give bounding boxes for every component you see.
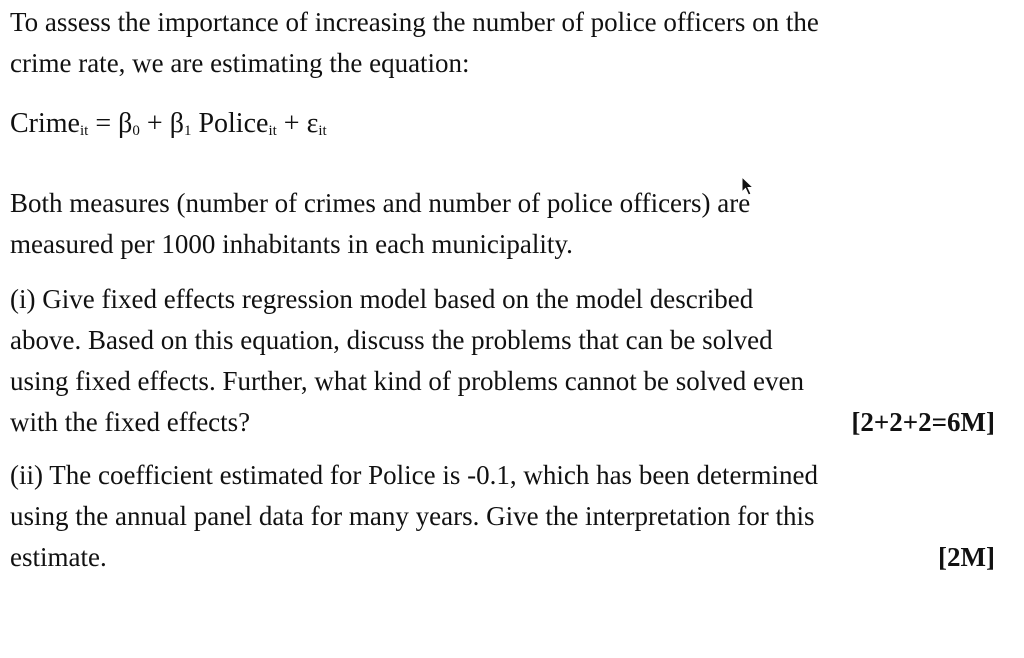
equation-plus-2: + (276, 108, 307, 139)
equation-epsilon: ε (306, 108, 319, 139)
measures-line-1: Both measures (number of crimes and number of police officers) are (10, 188, 751, 218)
intro-line-1: To assess the importance of increasing the number of police officers on the (10, 7, 819, 37)
mouse-pointer-icon (741, 176, 755, 196)
question-1-line-1: (i) Give fixed effects regression model based on the model described (10, 284, 754, 314)
question-2-line-2: using the annual panel data for many years. Give the interpretation for this (10, 501, 815, 531)
question-1 (10, 279, 995, 443)
document-page (10, 0, 995, 578)
equation-equals: = (88, 108, 119, 139)
question-1-line-2: above. Based on this equation, discuss the problems that can be solved (10, 325, 773, 355)
question-1-line-4-row (10, 402, 995, 443)
equation-police-subscript: it (268, 123, 277, 139)
measures-paragraph (10, 183, 995, 265)
question-2-line-3-row (10, 537, 995, 578)
equation-police: Police (191, 108, 269, 139)
equation-plus-1: + (139, 108, 170, 139)
question-2 (10, 455, 995, 578)
question-2-marks: [2M] (938, 542, 995, 572)
intro-paragraph (10, 2, 995, 84)
question-1-line-4: with the fixed effects? (10, 407, 251, 437)
equation-beta1: β (169, 108, 184, 139)
measures-line-2: measured per 1000 inhabitants in each municipality. (10, 229, 573, 259)
regression-equation (10, 103, 995, 144)
question-1-line-3: using fixed effects. Further, what kind of problems cannot be solved even (10, 366, 804, 396)
intro-line-2: crime rate, we are estimating the equation: (10, 48, 470, 78)
equation-epsilon-subscript: it (318, 123, 327, 139)
equation-beta0: β (118, 108, 133, 139)
question-1-marks: [2+2+2=6M] (851, 407, 995, 437)
equation-crime-subscript: it (80, 123, 89, 139)
equation-beta1-subscript: 1 (183, 123, 192, 139)
question-2-line-1: (ii) The coefficient estimated for Police is -0.1, which has been determined (10, 460, 818, 490)
equation-crime: Crime (10, 108, 80, 139)
equation-beta0-subscript: 0 (132, 123, 140, 139)
question-2-line-3: estimate. (10, 542, 107, 572)
